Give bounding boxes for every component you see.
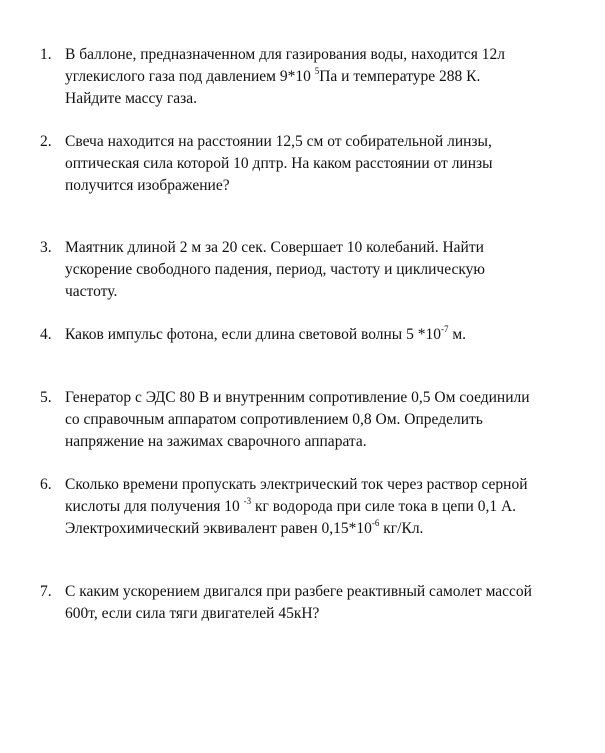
text-line xyxy=(65,387,588,409)
text-segment: углекислого газа под давлением 9*10 xyxy=(65,68,315,85)
text-segment: получится изображение? xyxy=(65,177,230,194)
problem-number: 2. xyxy=(40,133,52,150)
text-segment: кг/Кл. xyxy=(379,520,424,537)
problem-text xyxy=(65,44,588,110)
text-line xyxy=(65,153,588,175)
text-line xyxy=(65,603,588,625)
problem-number: 7. xyxy=(40,583,52,600)
problem-number: 1. xyxy=(40,46,52,63)
text-segment: Генератор с ЭДС 80 В и внутренним сопротивление 0,5 Ом соединили xyxy=(65,389,530,406)
text-line xyxy=(65,44,588,66)
text-line xyxy=(65,88,588,110)
text-segment: Электрохимический эквивалент равен 0,15*10 xyxy=(65,520,372,537)
problem-number: 6. xyxy=(40,476,52,493)
text-line xyxy=(65,259,588,281)
text-segment: Маятник длиной 2 м за 20 сек. Совершает 10 колебаний. Найти xyxy=(65,239,484,256)
text-line xyxy=(65,324,588,346)
text-segment: Свеча находится на расстоянии 12,5 см от собирательной линзы, xyxy=(65,133,492,150)
text-segment: кислоты для получения 10 xyxy=(65,498,244,515)
problem-number: 5. xyxy=(40,389,52,406)
text-line xyxy=(65,281,588,303)
problem-number: 4. xyxy=(40,326,52,343)
text-segment: В баллоне, предназначенном для газирования воды, находится 12л xyxy=(65,46,505,63)
superscript-exponent: -6 xyxy=(371,517,380,528)
problem-text xyxy=(65,131,588,197)
text-segment: Каков импульс фотона, если длина световой волны 5 *10 xyxy=(65,326,441,343)
text-line xyxy=(65,474,588,496)
superscript-exponent: 5 xyxy=(314,65,320,76)
problem-text xyxy=(65,387,588,453)
text-segment: оптическая сила которой 10 дптр. На каком расстоянии от линзы xyxy=(65,155,493,172)
problem-text xyxy=(65,474,588,540)
superscript-exponent: -7 xyxy=(440,323,449,334)
text-line xyxy=(65,431,588,453)
text-segment: ускорение свободного падения, период, частоту и циклическую xyxy=(65,261,485,278)
text-line xyxy=(65,518,588,540)
text-line xyxy=(65,237,588,259)
problem-text xyxy=(65,324,588,346)
text-line xyxy=(65,66,588,88)
problem-text xyxy=(65,581,588,625)
text-segment: частоту. xyxy=(65,283,118,300)
text-segment: С каким ускорением двигался при разбеге реактивный самолет массой xyxy=(65,583,532,600)
text-segment: 600т, если сила тяги двигателей 45кН? xyxy=(65,605,320,622)
superscript-exponent: -3 xyxy=(243,495,252,506)
text-segment: со справочным аппаратом сопротивлением 0,8 Ом. Определить xyxy=(65,411,483,428)
text-segment: Сколько времени пропускать электрический ток через раствор серной xyxy=(65,476,528,493)
text-line xyxy=(65,496,588,518)
text-line xyxy=(65,175,588,197)
text-line xyxy=(65,409,588,431)
problem-text xyxy=(65,237,588,303)
text-segment: напряжение на зажимах сварочного аппарата. xyxy=(65,433,367,450)
text-segment: Па и температуре 288 К. xyxy=(319,68,481,85)
text-segment: м. xyxy=(448,326,467,343)
text-segment: кг водорода при силе тока в цепи 0,1 А. xyxy=(251,498,517,515)
text-segment: Найдите массу газа. xyxy=(65,90,197,107)
text-line xyxy=(65,581,588,603)
text-line xyxy=(65,131,588,153)
problem-number: 3. xyxy=(40,239,52,256)
